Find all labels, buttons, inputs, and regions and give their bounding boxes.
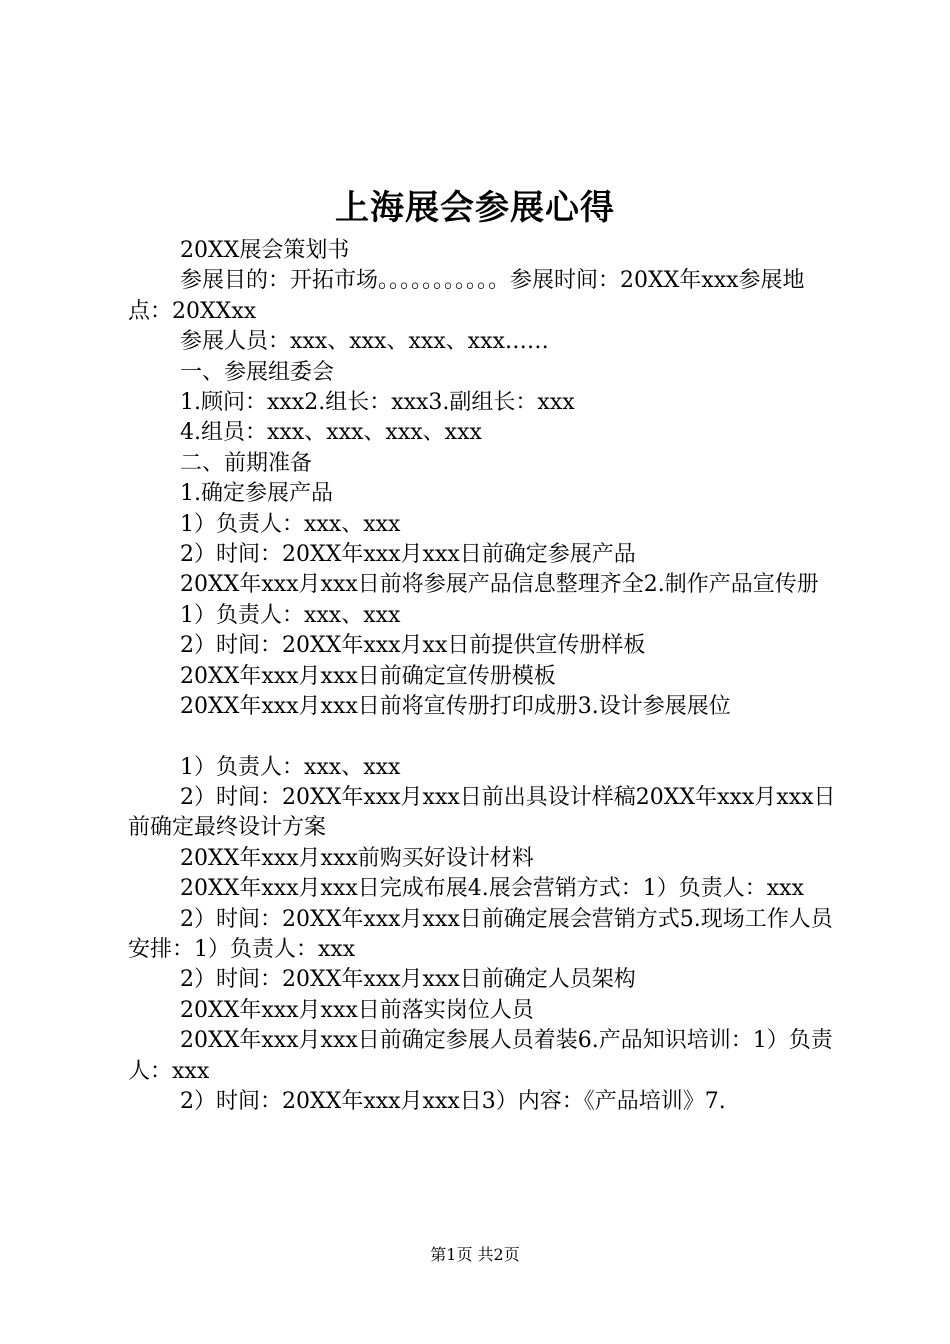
paragraph: 2）时间：20XX年xxx月xxx日3）内容：《产品培训》7. [180,1088,726,1114]
paragraph: 1.确定参展产品 [180,481,333,507]
paragraph: 参展目的：开拓市场。。。。。。。。。。。参展时间：20XX年xxx参展地点：20XXxx [128,268,805,324]
document-body [128,236,836,1117]
paragraph: 20XX年xxx月xxx日前确定宣传册模板 [180,663,556,689]
paragraph: 20XX年xxx月xxx日完成布展4.展会营销方式：1）负责人：xxx [180,876,804,902]
page-footer: 第1页 共2页 [430,1245,520,1264]
document-title: 上海展会参展心得 [335,188,615,228]
paragraph: 一、参展组委会 [180,359,335,385]
paragraph: 1）负责人：xxx、xxx [180,754,401,780]
paragraph: 20XX年xxx月xxx日前将参展产品信息整理齐全2.制作产品宣传册 [180,572,819,598]
paragraph: 二、前期准备 [180,450,313,476]
paragraph: 2）时间：20XX年xxx月xxx日前确定参展产品 [180,542,636,568]
paragraph: 4.组员：xxx、xxx、xxx、xxx [180,420,482,446]
paragraph: 20XX年xxx月xxx日前落实岗位人员 [180,997,534,1023]
blank-line [128,723,836,753]
paragraph: 1.顾问：xxx2.组长：xxx3.副组长：xxx [180,390,575,416]
paragraph: 20XX年xxx月xxx日前将宣传册打印成册3.设计参展展位 [180,694,731,720]
paragraph: 2）时间：20XX年xxx月xxx日前出具设计样稿20XX年xxx月xxx日前确定最终设计方案 [128,784,836,841]
paragraph: 20XX年xxx月xxx前购买好设计材料 [180,845,534,871]
paragraph: 20XX展会策划书 [180,238,350,263]
paragraph: 20XX年xxx月xxx日前确定参展人员着装6.产品知识培训：1）负责人：xxx [128,1028,833,1084]
paragraph: 1）负责人：xxx、xxx [180,511,401,537]
paragraph: 2）时间：20XX年xxx月xxx日前确定人员架构 [180,967,636,993]
paragraph: 2）时间：20XX年xxx月xxx日前确定展会营销方式5.现场工作人员安排：1）负责人：xxx [128,906,833,962]
paragraph: 参展人员：xxx、xxx、xxx、xxx…… [180,329,549,355]
paragraph: 1）负责人：xxx、xxx [180,602,401,628]
paragraph: 2）时间：20XX年xxx月xx日前提供宣传册样板 [180,633,646,659]
